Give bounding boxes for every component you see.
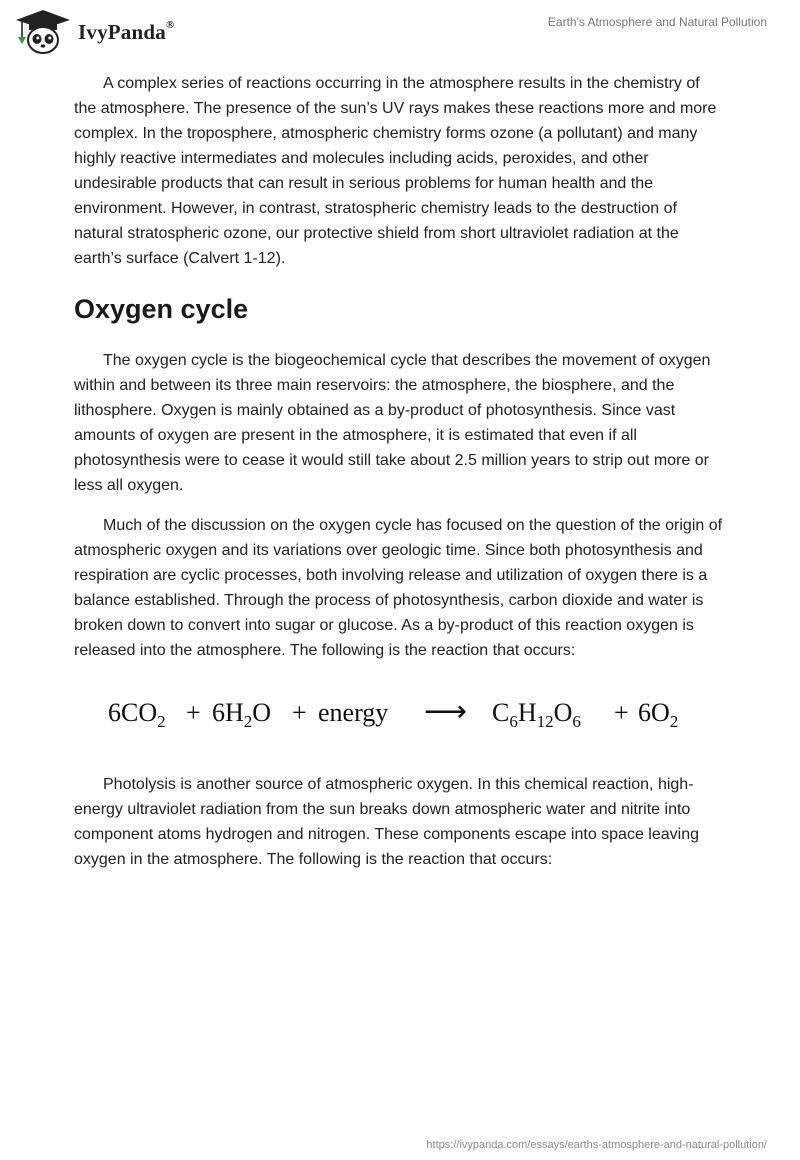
article-body	[74, 71, 726, 887]
document-title: Earth's Atmosphere and Natural Pollution	[547, 15, 767, 29]
panda-mascot-icon	[14, 8, 72, 56]
page-header	[0, 0, 800, 60]
svg-text:energy: energy	[318, 698, 389, 727]
paragraph: Much of the discussion on the oxygen cycle has focused on the question of the origin of atmospheric oxygen and its variations over geologic time. Since both photosynthesis and respiration are cyclic processes, both involving release and utilization of oxygen there is a balance established. Through the process of photosynthesis, carbon dioxide and water is broken down to convert into sugar or glucose. As a by-product of this reaction oxygen is released into the atmosphere. The following is the reaction that occurs:	[74, 517, 723, 659]
svg-text:6O2: $6O_2$	[638, 698, 679, 731]
source-url[interactable]: https://ivypanda.com/essays/earths-atmosphere-and-natural-pollution/	[426, 1139, 767, 1151]
paragraph: Photolysis is another source of atmospheric oxygen. In this chemical reaction, high-energy ultraviolet radiation from the sun breaks down atmospheric water and nitrite into component atoms hydrogen and nitrogen. These components escape into space leaving oxygen in the atmosphere. The following is the reaction that occurs:	[74, 776, 699, 868]
svg-text:+: +	[186, 698, 201, 727]
svg-text:⟶: ⟶	[424, 695, 468, 728]
section-heading: Oxygen cycle	[74, 294, 249, 324]
svg-text:+: +	[292, 698, 307, 727]
paragraph: The oxygen cycle is the biogeochemical cycle that describes the movement of oxygen within and between its three main reservoirs: the atmosphere, the biosphere, and the lithosphere. Oxygen is mainly obtained as a by-product of photosynthesis. Since vast amounts of oxygen are present in the atmosphere, it is estimated that even if all photosynthesis were to cease it would still take about 2.5 million years to strip out more or less all oxygen.	[74, 352, 711, 494]
paragraph: A complex series of reactions occurring in the atmosphere results in the chemistry of the atmosphere. The presence of the sun’s UV rays makes these reactions more and more complex. In the troposphere, atmospheric chemistry forms ozone (a pollutant) and many highly reactive intermediates and molecules including acids, peroxides, and other undesirable products that can result in serious problems for human health and the environment. However, in contrast, stratospheric chemistry leads to the destruction of natural stratospheric ozone, our protective shield from short ultraviolet radiation at the earth’s surface (Calvert 1-12).	[74, 75, 717, 267]
svg-text:6H2O: $6H_2O$	[212, 698, 272, 731]
svg-text:6CO2: $6CO_2$	[108, 698, 166, 731]
svg-text:+: +	[614, 698, 629, 727]
brand-name: IvyPanda®	[78, 18, 175, 44]
ivypanda-logo[interactable]	[14, 8, 174, 56]
photosynthesis-equation	[106, 679, 726, 739]
svg-text:C6H12O6: $C_6H_{12}O_6$	[492, 698, 581, 731]
